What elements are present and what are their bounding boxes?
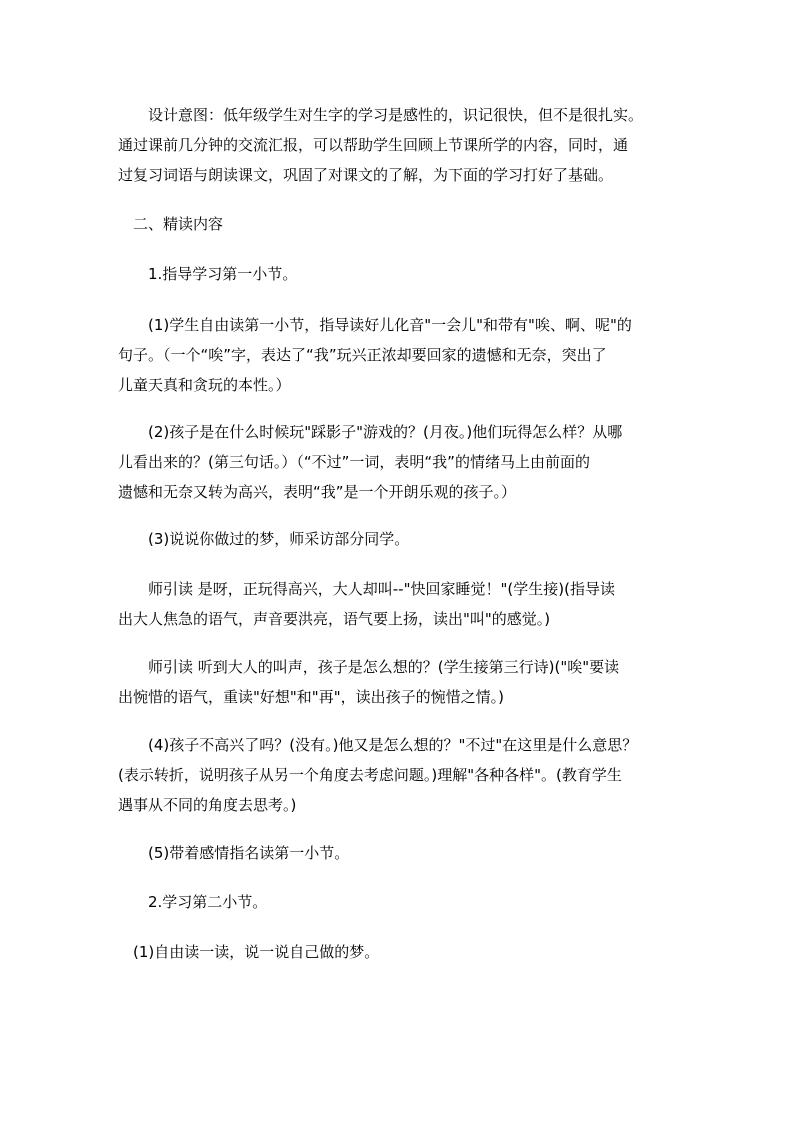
section-heading: [118, 209, 684, 239]
list-item: [118, 310, 684, 400]
text-line: (表示转折，说明孩子从另一个角度去考虑问题。)理解"各种各样"。(教育学生: [118, 766, 622, 784]
text-line: 句子。（一个“唉”字，表达了“我”玩兴正浓却要回家的遗憾和无奈，突出了: [118, 346, 607, 364]
text-line: 师引读 是呀，正玩得高兴，大人却叫--"快回家睡觉！"(学生接)(指导读: [118, 580, 615, 598]
text-line: 2.学习第二小节。: [118, 893, 268, 911]
text-line: 设计意图：低年级学生对生字的学习是感性的，识记很快，但不是很扎实。: [118, 106, 644, 124]
design-intent-paragraph: [118, 100, 684, 190]
text-line: (4)孩子不高兴了吗？(没有。)他又是怎么想的？"不过"在这里是什么意思？: [118, 736, 638, 754]
text-line: 儿看出来的？(第三句话。）（“不过”一词，表明“我”的情绪马上由前面的: [118, 453, 590, 471]
list-item: [118, 417, 684, 507]
text-line: (5)带着感情指名读第一小节。: [118, 844, 350, 862]
teacher-lead-paragraph: [118, 574, 684, 634]
text-line: 通过课前几分钟的交流汇报，可以帮助学生回顾上节课所学的内容，同时，通: [118, 136, 629, 154]
text-line: 二、精读内容: [118, 215, 224, 233]
list-item: [118, 937, 684, 967]
text-line: (2)孩子是在什么时候玩"踩影子"游戏的？(月夜。)他们玩得怎么样？从哪: [118, 423, 623, 441]
list-item: [118, 838, 684, 868]
text-line: 遗憾和无奈又转为高兴，表明“我”是一个开朗乐观的孩子。）: [118, 483, 517, 501]
text-line: (3)说说你做过的梦，师采访部分同学。: [118, 530, 410, 548]
text-line: 过复习词语与朗读课文，巩固了对课文的了解，为下面的学习打好了基础。: [118, 166, 614, 184]
text-line: 出惋惜的语气，重读"好想"和"再"，读出孩子的惋惜之情。): [118, 688, 504, 706]
list-item: [118, 887, 684, 917]
text-line: 出大人焦急的语气，声音要洪亮，语气要上扬，读出"叫"的感觉。): [118, 610, 551, 628]
text-line: 1.指导学习第一小节。: [118, 265, 298, 283]
list-item: [118, 730, 684, 820]
list-item: [118, 524, 684, 554]
text-line: (1)学生自由读第一小节，指导读好儿化音"一会儿"和带有"唉、啊、呢"的: [118, 316, 632, 334]
text-line: (1)自由读一读，说一说自己做的梦。: [118, 943, 380, 961]
text-line: 儿童天真和贪玩的本性。）: [118, 376, 291, 394]
text-line: 师引读 听到大人的叫声，孩子是怎么想的？(学生接第三行诗)("唉"要读: [118, 658, 620, 676]
text-line: 遇事从不同的角度去思考。): [118, 796, 297, 814]
list-item: [118, 259, 684, 289]
teacher-lead-paragraph: [118, 652, 684, 712]
